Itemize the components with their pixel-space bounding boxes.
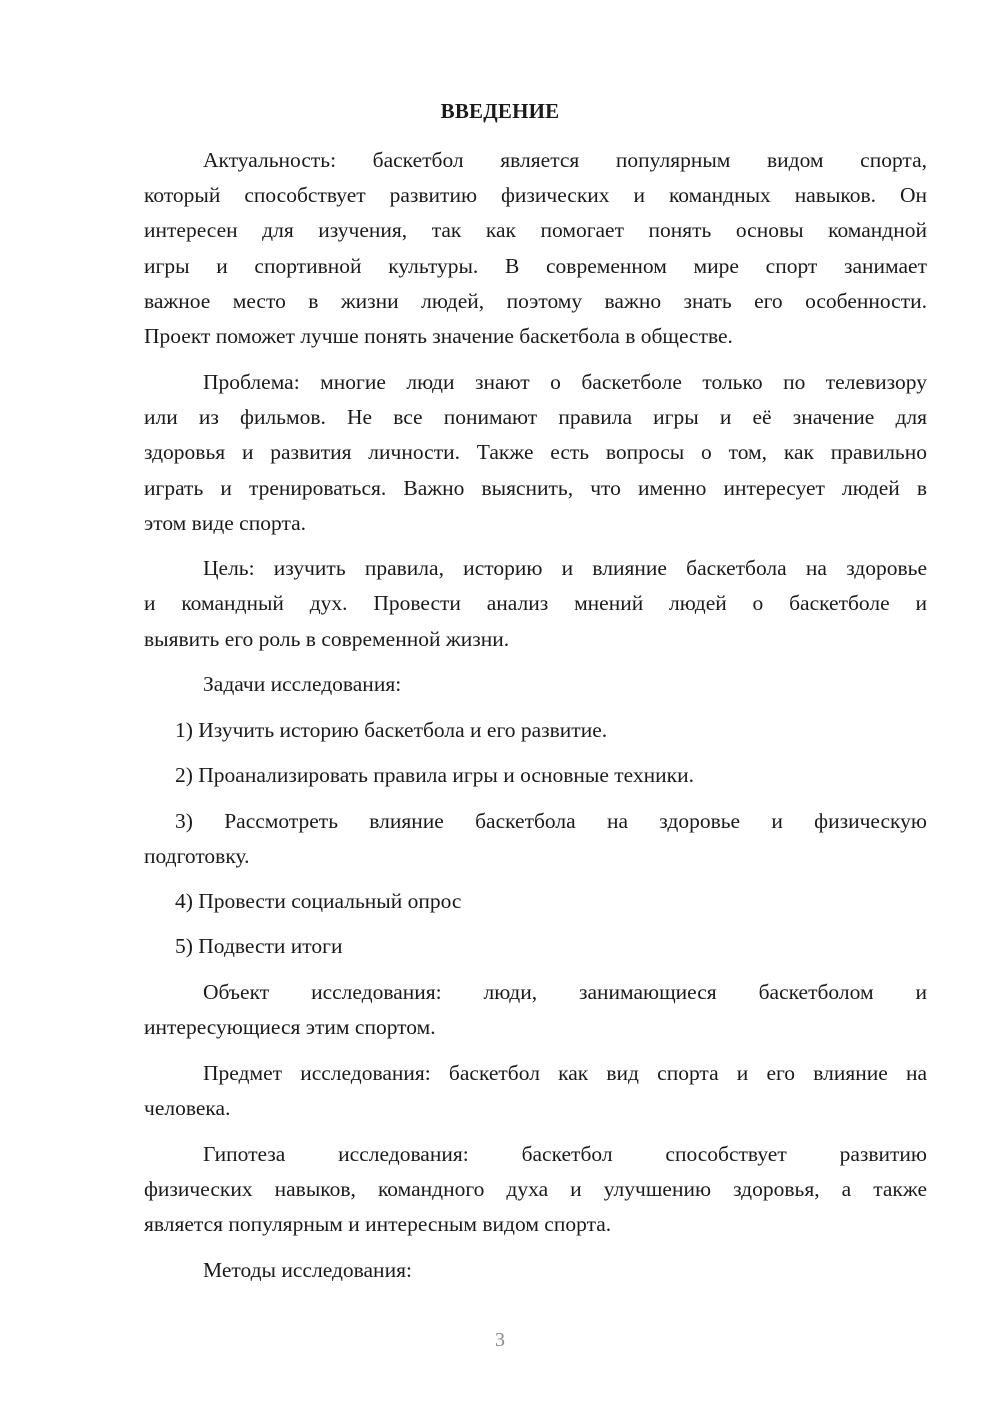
text-line: Объект исследования: люди, занимающиеся баскетболом и [203,980,927,1004]
text-line: интересен для изучения, так как помогает понять основы командной [144,218,927,242]
task-item-4: 4) Провести социальный опрос [175,889,462,913]
text-line: Актуальность: баскетбол является популярным видом спорта, [203,148,927,172]
text-line: человека. [144,1096,231,1120]
text-line: физических навыков, командного духа и улучшению здоровья, а также [144,1177,927,1201]
text-line: Проблема: многие люди знают о баскетболе только по телевизору [203,370,927,394]
text-line: Гипотеза исследования: баскетбол способствует развитию [203,1142,927,1166]
text-line: выявить его роль в современной жизни. [144,627,510,651]
text-line: Проект поможет лучше понять значение баскетбола в обществе. [144,324,733,348]
text-line: который способствует развитию физических и командных навыков. Он [144,183,927,207]
page-number: 3 [495,1329,505,1351]
text-line: подготовку. [144,844,250,868]
text-line: игры и спортивной культуры. В современном мире спорт занимает [144,254,927,278]
methods-heading: Методы исследования: [203,1258,412,1282]
task-item-1: 1) Изучить историю баскетбола и его развитие. [175,718,608,742]
text-line: Предмет исследования: баскетбол как вид спорта и его влияние на [203,1061,927,1085]
text-line: и командный дух. Провести анализ мнений людей о баскетболе и [144,591,927,615]
text-line: или из фильмов. Не все понимают правила игры и её значение для [144,405,927,429]
task-item-5: 5) Подвести итоги [175,934,343,958]
text-line: является популярным и интересным видом спорта. [144,1212,612,1236]
task-item-2: 2) Проанализировать правила игры и основные техники. [175,763,694,787]
text-line: этом виде спорта. [144,511,307,535]
text-line: здоровья и развития личности. Также есть вопросы о том, как правильно [144,440,927,464]
page-title: ВВЕДЕНИЕ [440,99,560,123]
text-line: 3) Рассмотреть влияние баскетбола на здоровье и физическую [175,809,927,833]
tasks-heading: Задачи исследования: [203,672,402,696]
text-line: интересующиеся этим спортом. [144,1015,436,1039]
text-line: играть и тренироваться. Важно выяснить, что именно интересует людей в [144,476,927,500]
text-line: важное место в жизни людей, поэтому важно знать его особенности. [144,289,927,313]
text-line: Цель: изучить правила, историю и влияние баскетбола на здоровье [203,556,927,580]
